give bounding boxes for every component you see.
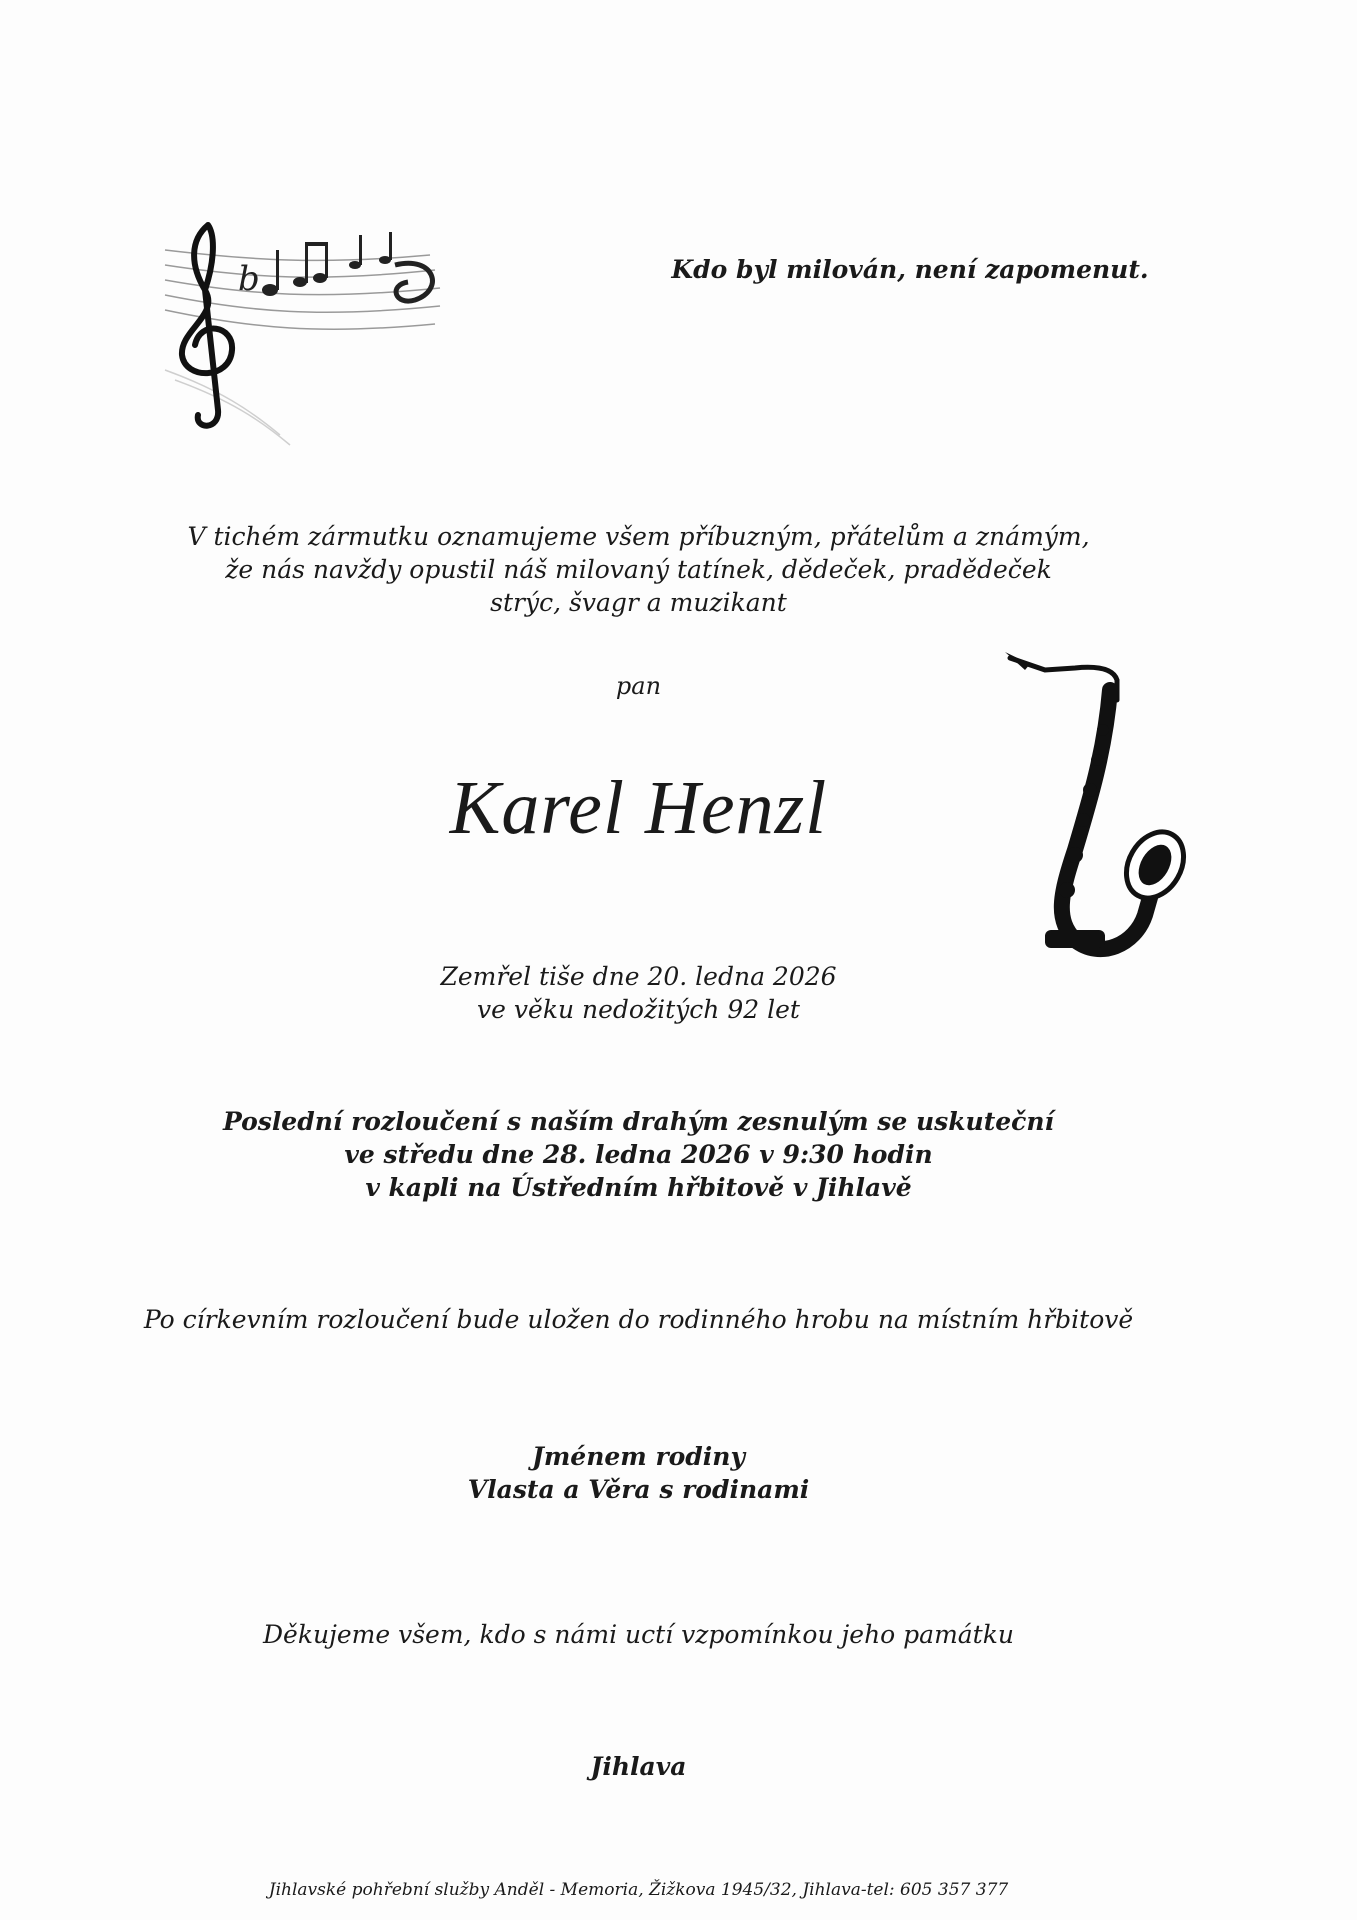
saxophone-icon	[1005, 650, 1195, 980]
burial-info: Po církevním rozloučení bude uložen do rodinného hrobu na místním hřbitově	[143, 1305, 1134, 1334]
intro-text	[0, 520, 1317, 619]
svg-text:b: b	[238, 259, 260, 299]
farewell-line: v kapli na Ústředním hřbitově v Jihlavě	[365, 1173, 912, 1202]
footer-funeral-service: Jihlavské pohřební služby Anděl - Memoria, Žižkova 1945/32, Jihlava-tel: 605 357 377	[268, 1880, 1009, 1900]
family-line: Jménem rodiny	[532, 1442, 745, 1471]
intro-line: že nás navždy opustil náš milovaný tatínek, dědeček, pradědeček	[225, 555, 1052, 584]
city: Jihlava	[590, 1752, 687, 1781]
farewell-line: ve středu dne 28. ledna 2026 v 9:30 hodin	[344, 1140, 933, 1169]
family-signature	[0, 1440, 1317, 1506]
intro-line: V tichém zármutku oznamujeme všem příbuzným, přátelům a známým,	[187, 522, 1090, 551]
motto: Kdo byl milován, není zapomenut.	[671, 255, 1149, 284]
thanks-text: Děkujeme všem, kdo s námi uctí vzpomínkou jeho památku	[263, 1620, 1014, 1649]
farewell-line: Poslední rozloučení s naším drahým zesnulým se uskuteční	[222, 1107, 1055, 1136]
death-line: Zemřel tiše dne 20. ledna 2026	[440, 962, 837, 991]
family-line: Vlasta a Věra s rodinami	[467, 1475, 810, 1504]
title-word: pan	[615, 672, 662, 700]
deceased-name: Karel Henzl	[449, 766, 828, 850]
farewell-info	[0, 1105, 1317, 1204]
intro-line: strýc, švagr a muzikant	[490, 588, 787, 617]
death-info	[0, 960, 1317, 1026]
death-line: ve věku nedožitých 92 let	[477, 995, 800, 1024]
music-notes-icon	[160, 220, 460, 450]
